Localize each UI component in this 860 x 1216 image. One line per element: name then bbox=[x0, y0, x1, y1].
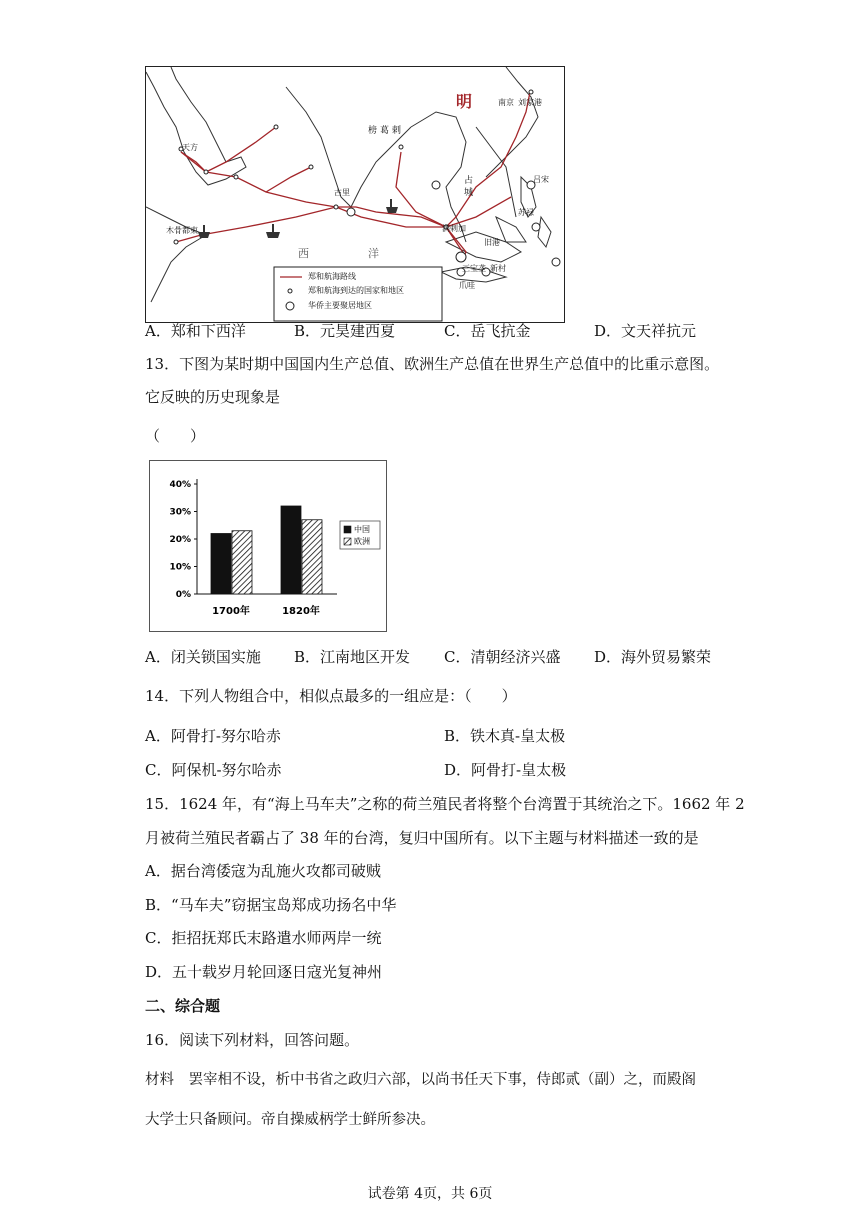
map-legend-reached: 郑和航海到达的国家和地区 bbox=[308, 286, 404, 295]
q15-stem-line2: 月被荷兰殖民者霸占了 38 年的台湾，复归中国所有。以下主题与材料描述一致的是 bbox=[145, 829, 699, 847]
q16-stem: 16．阅读下列材料，回答问题。 bbox=[145, 1031, 360, 1049]
q15-option-a: A．据台湾倭寇为乱施火攻都司破贼 bbox=[145, 862, 381, 880]
legend-label: 中国 bbox=[354, 525, 370, 534]
q14-option-d: D．阿骨打-皇太极 bbox=[444, 761, 567, 779]
section-title: 二、综合题 bbox=[145, 997, 221, 1015]
q14-stem: 14．下列人物组合中，相似点最多的一组应是：（ ） bbox=[145, 687, 517, 705]
legend-label: 欧洲 bbox=[354, 537, 370, 546]
map-label-yang: 洋 bbox=[368, 247, 379, 260]
bar-欧洲 bbox=[302, 520, 322, 594]
legend-swatch bbox=[344, 526, 351, 533]
map-label-manlajia: 满剌加 bbox=[442, 224, 466, 233]
q13-option-d: D．海外贸易繁荣 bbox=[594, 648, 712, 666]
map-label-ming: 明 bbox=[456, 92, 473, 111]
legend-swatch bbox=[344, 538, 351, 545]
q15-option-b: B．“马车夫”窃据宝岛郑成功扬名中华 bbox=[145, 896, 397, 914]
chart-svg bbox=[150, 461, 386, 631]
map-label-liujiagang: 刘家港 bbox=[518, 98, 542, 107]
zheng-he-voyage-map bbox=[145, 66, 565, 323]
q15-option-d: D．五十载岁月轮回逐日寇光复神州 bbox=[145, 963, 383, 981]
map-label-nanjing: 南京 bbox=[498, 98, 514, 107]
y-tick-label: 10% bbox=[169, 562, 191, 573]
map-label-sulu: 苏禄 bbox=[518, 208, 534, 217]
q16-material-line1: 材料 罢宰相不设，析中书省之政归六部，以尚书任天下事，侍郎贰（副）之，而殿阁 bbox=[145, 1072, 696, 1088]
map-label-jiugang: 旧港 bbox=[484, 238, 500, 247]
q13-option-a: A．闭关锁国实施 bbox=[145, 648, 261, 666]
map-label-tianfang: 天方 bbox=[182, 143, 198, 152]
bar-中国 bbox=[211, 534, 231, 595]
map-legend-route: 郑和航海路线 bbox=[308, 272, 356, 281]
q13-stem-line2: 它反映的历史现象是 bbox=[145, 388, 281, 406]
map-label-zhancheng: 占城 bbox=[464, 176, 474, 198]
q14-option-a: A．阿骨打-努尔哈赤 bbox=[145, 727, 281, 745]
map-label-sanbailong: 三宝垄 bbox=[462, 264, 486, 273]
y-tick-label: 40% bbox=[169, 480, 191, 490]
q12-option-b: B．元昊建西夏 bbox=[294, 322, 396, 340]
q14-option-c: C．阿保机-努尔哈赤 bbox=[145, 761, 282, 779]
q12-option-d: D．文天祥抗元 bbox=[594, 322, 697, 340]
q16-material-line2: 大学士只备顾问。帝自操威柄学士鲜所参决。 bbox=[145, 1112, 435, 1128]
x-tick-label: 1700年 bbox=[212, 606, 250, 617]
map-label-guawa: 爪哇 bbox=[459, 281, 475, 290]
gdp-share-chart bbox=[149, 460, 387, 632]
q13-option-b: B．江南地区开发 bbox=[294, 648, 411, 666]
y-tick-label: 0% bbox=[175, 590, 191, 600]
map-label-gelaji: 榜葛剌 bbox=[368, 126, 405, 136]
q12-option-c: C．岳飞抗金 bbox=[444, 322, 531, 340]
q14-option-b: B．铁木真-皇太极 bbox=[444, 727, 566, 745]
q13-stem-line1: 13．下图为某时期中国国内生产总值、欧洲生产总值在世界生产总值中的比重示意图。 bbox=[145, 355, 720, 373]
y-tick-label: 30% bbox=[169, 507, 191, 518]
x-tick-label: 1820年 bbox=[282, 606, 320, 617]
q13-option-c: C．清朝经济兴盛 bbox=[444, 648, 561, 666]
q15-option-c: C．拒招抚郑氏末路遣水师两岸一统 bbox=[145, 929, 382, 947]
bar-中国 bbox=[281, 506, 301, 594]
q15-stem-line1: 15．1624 年，有“海上马车夫”之称的荷兰殖民者将整个台湾置于其统治之下。1662 年 2 bbox=[145, 795, 745, 813]
map-label-guli: 古里 bbox=[334, 188, 350, 197]
map-label-mugudushu: 木骨都束 bbox=[166, 226, 198, 235]
map-label-xi: 西 bbox=[298, 247, 309, 260]
q13-paren: （ ） bbox=[145, 427, 206, 445]
map-label-lvsong: 吕宋 bbox=[533, 175, 549, 184]
bar-欧洲 bbox=[232, 531, 252, 594]
page-footer: 试卷第 4页，共 6页 bbox=[367, 1186, 493, 1202]
map-label-xincun: 新村 bbox=[490, 264, 506, 273]
q12-option-a: A．郑和下西洋 bbox=[145, 322, 246, 340]
y-tick-label: 20% bbox=[169, 535, 191, 545]
map-legend-overseas: 华侨主要聚居地区 bbox=[308, 301, 372, 310]
